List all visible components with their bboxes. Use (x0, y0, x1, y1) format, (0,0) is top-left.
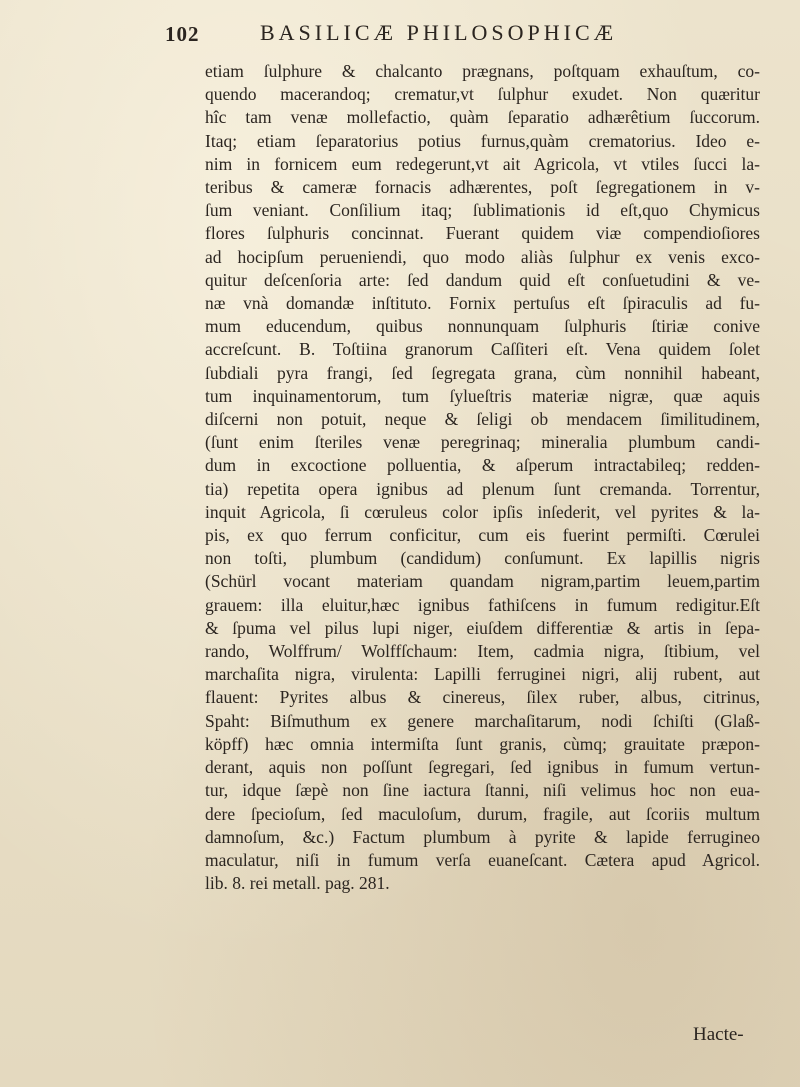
text-line: quitur deſcenſoria arte: ſed dandum quid eſt conſuetudini & ve- (205, 269, 760, 290)
text-line: inquit Agricola, ſi cœruleus color ipſis inſederit, vel pyrites & la- (205, 501, 760, 522)
text-line: dere ſpecioſum, ſed maculoſum, durum, fragile, aut ſcoriis multum (205, 803, 760, 824)
text-line: dum in excoctione polluentia, & aſperum intractabileq; redden- (205, 455, 760, 476)
text-line: flores ſulphuris concinnat. Fuerant quidem viæ compendioſiores (205, 223, 760, 244)
text-line: ſubdiali pyra frangi, ſed ſegregata grana, cùm nonnihil habeant, (205, 362, 760, 383)
text-line: flauent: Pyrites albus & cinereus, ſilex ruber, albus, citrinus, (205, 687, 760, 708)
text-line: tia) repetita opera ignibus ad plenum ſunt cremanda. Torrentur, (205, 478, 760, 499)
text-line: diſcerni non potuit, neque & ſeligi ob mendacem ſimilitudinem, (205, 409, 760, 430)
text-line: teribus & cameræ fornacis adhærentes, poſt ſegregationem in v- (205, 177, 760, 198)
catchword: Hacte- (693, 1024, 744, 1045)
text-line: mum educendum, quibus nonnunquam ſulphuris ſtiriæ conive (205, 316, 760, 337)
text-line: & ſpuma vel pilus lupi niger, eiuſdem differentiæ & artis in ſepa- (205, 617, 760, 638)
running-title: BASILICÆ PHILOSOPHICÆ (260, 20, 618, 45)
text-line: hîc tam venæ mollefactio, quàm ſeparatio adhærêtium ſuccorum. (205, 107, 760, 128)
text-line: grauem: illa eluitur,hæc ignibus fathiſcens in fumum redigitur.Eſt (205, 594, 760, 615)
text-line: köpff) hæc omnia intermiſta ſunt granis, cùmq; grauitate præpon- (205, 733, 760, 754)
text-line: pis, ex quo ferrum conficitur, cum eis fuerint permiſti. Cœrulei (205, 525, 760, 546)
text-line: non toſti, plumbum (candidum) conſumunt. Ex lapillis nigris (205, 548, 760, 569)
text-line: nim in fornicem eum redegerunt,vt ait Agricola, vt vtiles ſucci la- (205, 153, 760, 174)
text-line: Spaht: Biſmuthum ex genere marchaſitarum, nodi ſchiſti (Glaß- (205, 710, 760, 731)
text-line: maculatur, niſi in fumum verſa euanеſcant. Cætera apud Agricol. (205, 849, 760, 870)
text-line: damnoſum, &c.) Factum plumbum à pyrite & lapide ferrugineo (205, 826, 760, 847)
text-line: (ſunt enim ſteriles venæ peregrinaq; mineralia plumbum candi- (205, 432, 760, 453)
text-line: Itaq; etiam ſeparatorius potius furnus,quàm crematorius. Ideo e- (205, 130, 760, 151)
body-text (205, 60, 760, 895)
page-number: 102 (165, 22, 200, 46)
text-line: rando, Wolffrum/ Wolffſchaum: Item, cadmia nigra, ſtibium, vel (205, 641, 760, 662)
text-line: tum inquinamentorum, tum ſylueſtris materiæ nigræ, quæ aquis (205, 385, 760, 406)
text-line: næ vnà domandæ inſtituto. Fornix pertuſus eſt ſpiraculis ad fu- (205, 293, 760, 314)
text-line: marchaſita nigra, virulenta: Lapilli ferruginei nigri, alij rubent, aut (205, 664, 760, 685)
text-line: accreſcunt. B. Toſtiina granorum Caſſiteri eſt. Vena quidem ſolet (205, 339, 760, 360)
text-line: ſum veniant. Conſilium itaq; ſublimationis id eſt,quo Chymicus (205, 200, 760, 221)
text-line: ad hocipſum perueniendi, quo modo aliàs ſulphur ex venis exco- (205, 246, 760, 267)
text-line: tur, idque ſæpè non ſine iactura ſtanni, niſi velimus hoc non eua- (205, 780, 760, 801)
page-header (165, 16, 725, 52)
text-line: (Schürl vocant materiam quandam nigram,partim leuem,partim (205, 571, 760, 592)
text-line: etiam ſulphure & chalcanto prægnans, poſtquam exhauſtum, co- (205, 61, 760, 81)
text-line: quendo macerandoq; crematur,vt ſulphur exudet. Non quæritur (205, 84, 760, 105)
text-line: lib. 8. rei metall. pag. 281. (205, 873, 390, 894)
text-line: derant, aquis non poſſunt ſegregari, ſed ignibus in fumum vertun- (205, 757, 760, 778)
